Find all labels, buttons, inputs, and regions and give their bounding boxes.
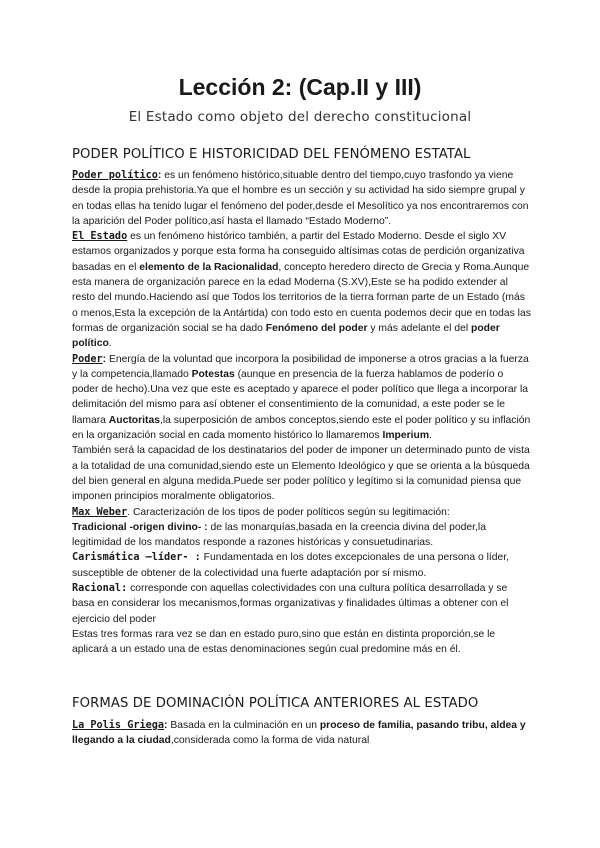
document-title: Lección 2: (Cap.II y III)	[178, 74, 422, 100]
paragraph-text: , concepto heredero directo de Grecia y Roma.Aunque esta manera de organización parece en la edad Moderna (S.XV),Este se ha podido extender al resto del mundo.Haciendo así que Todos los territorios de la tierra forman parte de un Estado (más o menos,Esta la excepción de la Antártida) con todo esto en cuenta podemos decir que en todas las formas de organización social se ha dado	[72, 261, 531, 334]
term-poder: Poder	[72, 353, 103, 365]
paragraph-max-weber	[72, 505, 532, 520]
paragraph-text: (aunque en presencia de la fuerza hablamos de poderío o poder de hecho).Una vez que este es aceptado y aparece el poder político que llega a incorporar la delimitación del mismo para así obtener el consentimiento de la comunidad, a este poder se le llamara	[72, 368, 528, 426]
bold-phrase: proceso de familia, pasando tribu, aldea y llegando a la ciudad	[72, 720, 526, 747]
paragraph-polis-griega	[72, 718, 532, 749]
paragraph-text: Basada en la culminación en un	[167, 720, 320, 731]
paragraph-text: es un fenómeno histórico también, a partir del Estado Moderno. Desde el siglo XV estamos organizados y porque esta forma ha conseguido altísimas cotas de perdición organizativa basadas en el	[72, 231, 525, 273]
term-colon: :	[157, 170, 162, 181]
paragraph-text: .	[429, 430, 432, 442]
bold-phrase: Fenómeno del poder	[265, 322, 368, 334]
term-racional: Racional:	[72, 583, 128, 595]
paragraph-tres-formas: Estas tres formas rara vez se dan en estado puro,sino que están en distinta proporción,se le aplicará a un estado una de estas denominaciones según cual predomine más en él.	[72, 628, 496, 656]
term-poder-politico: Poder político	[72, 170, 158, 181]
paragraph-text: ,considerada como la forma de vida natural	[170, 735, 370, 747]
bold-phrase: poder político	[72, 322, 500, 350]
section-body-formas-dominacion	[72, 718, 532, 749]
paragraph-racional	[72, 581, 532, 627]
section-body-poder-politico	[72, 168, 532, 658]
term-colon: :	[102, 353, 107, 365]
term-el-estado: El Estado	[72, 231, 128, 243]
paragraph-capacidad: También será la capacidad de los destinatarios del poder de imponer un determinado punto de vista a la totalidad de una comunidad,siendo este un Elemento Ideológico y que se orienta a la búsqueda del bien general en alguna medida.Puede ser poder político y legítimo si la comunidad piensa que imponen principios moralmente obligatorios.	[72, 445, 530, 503]
term-tradicional: Tradicional -origen divino- :	[72, 521, 208, 533]
paragraph-tradicional	[72, 520, 532, 551]
paragraph-poder	[72, 352, 532, 444]
paragraph-text: . Caracterización de los tipos de poder políticos según su legitimación:	[127, 506, 450, 518]
paragraph-text: ,la superposición de ambos conceptos,siendo este el poder político y su inflación en la organización social en cada momento histórico lo llamaremos	[72, 414, 531, 442]
term-max-weber: Max Weber	[72, 506, 128, 518]
bold-phrase: Auctoritas	[108, 414, 160, 426]
paragraph-el-estado	[72, 229, 532, 351]
paragraph-poder-politico	[72, 168, 532, 229]
paragraph-text: Energía de la voluntad que incorpora la posibilidad de imponerse a otros gracias a la fuerza y la competencia,llamado	[72, 353, 529, 380]
paragraph-text: Fundamentada en los dotes excepcionales de una persona o líder, susceptible de obtener de la colectividad una fuerte adaptación por sí mismo.	[72, 552, 510, 579]
term-polis-griega: La Polis Griega	[72, 720, 165, 731]
bold-phrase: elemento de la Racionalidad	[139, 261, 279, 273]
paragraph-text: corresponde con aquellas colectividades con una cultura política desarrollada y se basa en considerar los mecanismos,formas organizativas y finalidades últimas a obtener con el ejercicio del poder	[72, 583, 509, 625]
paragraph-text: es un fenómeno histórico,situable dentro del tiempo,cuyo trasfondo ya viene desde la propia prehistoria.Ya que el hombre es un sección y su actividad ha sido siempre grupal y en todas ellas ha tenido lugar el fenómeno del poder,desde el Mesolítico ya nos encontraremos con la aparición del Poder político,así hasta el llamado “Estado Moderno”.	[72, 170, 529, 227]
section-heading-poder-politico: PODER POLÍTICO E HISTORICIDAD DEL FENÓMENO ESTATAL	[72, 147, 471, 162]
paragraph-text: y más adelante el del	[367, 322, 472, 334]
paragraph-text: de las monarquías,basada en la creencia divina del poder,la legitimidad de los mandatos responde a razones históricas y consuetudinarias.	[72, 521, 486, 549]
bold-phrase: Imperium	[382, 430, 430, 442]
document-subtitle: El Estado como objeto del derecho constitucional	[128, 109, 472, 125]
paragraph-text: .	[108, 338, 112, 350]
term-carismatica: Carismática –líder- :	[72, 552, 201, 564]
paragraph-carismatica	[72, 550, 532, 581]
bold-phrase: Potestas	[191, 368, 235, 380]
section-heading-formas-dominacion: FORMAS DE DOMINACIÓN POLÍTICA ANTERIORES AL ESTADO	[72, 696, 479, 711]
term-colon: :	[164, 720, 168, 731]
